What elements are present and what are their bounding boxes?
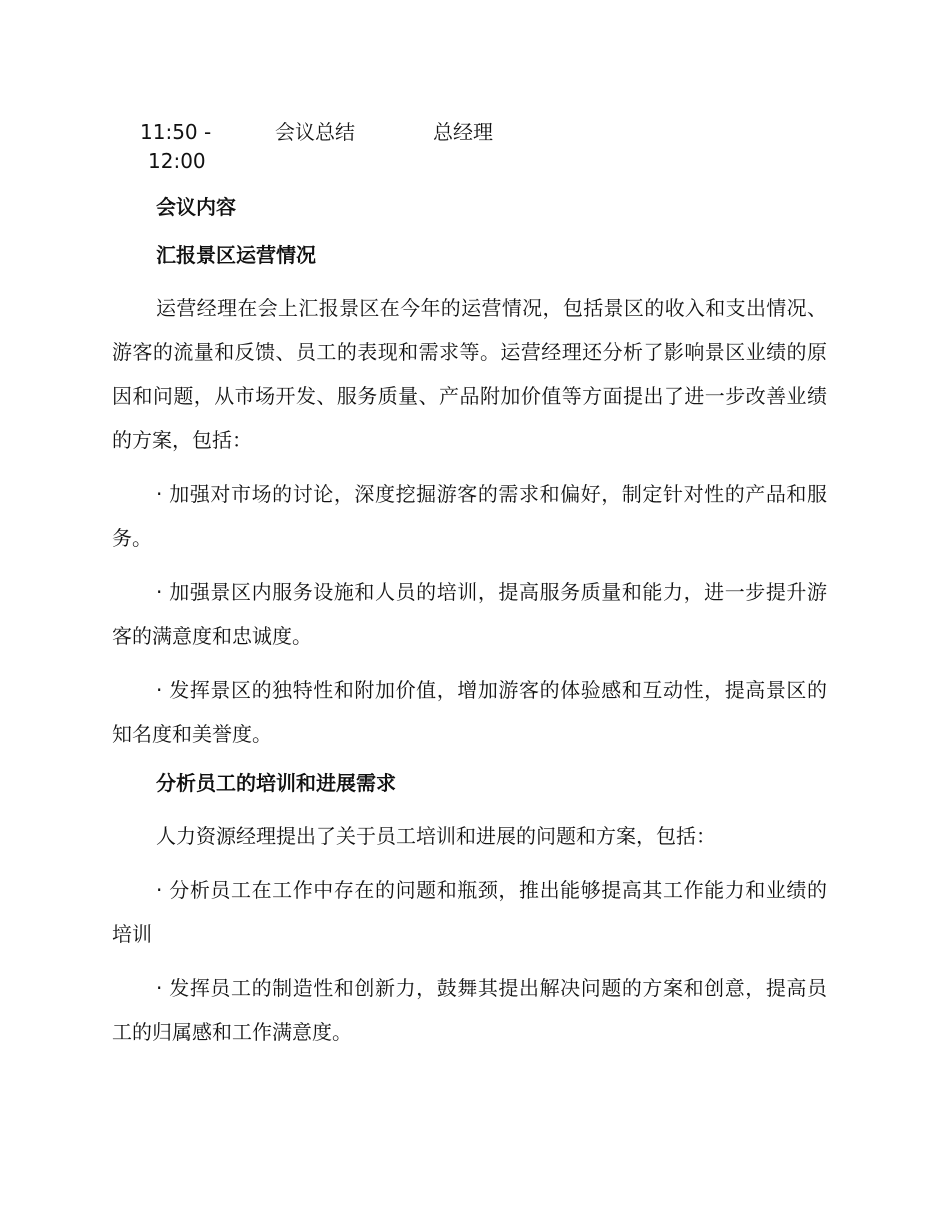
agenda-row <box>140 118 840 178</box>
agenda-topic: 会议总结 <box>275 120 355 144</box>
training-intro: 人力资源经理提出了关于员工培训和进展的问题和方案，包括： <box>156 824 716 848</box>
operations-bullet-1: · 加强对市场的讨论，深度挖掘游客的需求和偏好，制定针对性的产品和服务。 <box>112 482 827 550</box>
training-heading: 分析员工的培训和进展需求 <box>156 771 396 795</box>
meeting-content-heading: 会议内容 <box>156 195 236 219</box>
document-body <box>112 190 827 1064</box>
agenda-time-start: 11:50 - <box>140 120 212 144</box>
agenda-time <box>140 118 230 176</box>
operations-bullet-2: · 加强景区内服务设施和人员的培训，提高服务质量和能力，进一步提升游客的满意度和忠诚度。 <box>112 580 827 648</box>
operations-intro: 运营经理在会上汇报景区在今年的运营情况，包括景区的收入和支出情况、游客的流量和反馈、员工的表现和需求等。运营经理还分析了影响景区业绩的原因和问题，从市场开发、服务质量、产品附加价值等方面提出了进一步改善业绩的方案，包括： <box>112 296 827 452</box>
training-bullet-2: · 发挥员工的制造性和创新力，鼓舞其提出解决问题的方案和创意，提高员工的归属感和工作满意度。 <box>112 976 827 1044</box>
operations-heading: 汇报景区运营情况 <box>156 243 316 267</box>
training-bullet-1: · 分析员工在工作中存在的问题和瓶颈，推出能够提高其工作能力和业绩的培训 <box>112 878 827 946</box>
agenda-owner: 总经理 <box>433 120 493 144</box>
operations-bullet-3: · 发挥景区的独特性和附加价值，增加游客的体验感和互动性，提高景区的知名度和美誉度。 <box>112 678 827 746</box>
agenda-time-end: 12:00 <box>148 149 206 173</box>
